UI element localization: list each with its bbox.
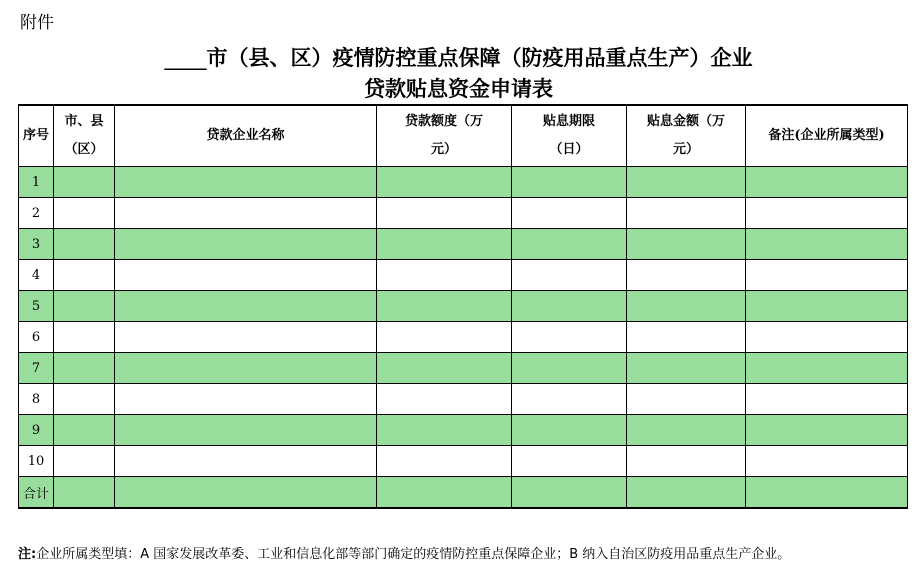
table-row [19,322,908,353]
table-cell [746,353,908,384]
footnote-prefix: 注: [18,547,37,562]
application-table [18,104,908,509]
header-cell-company-name: 贷款企业名称 [115,105,377,167]
table-cell [512,353,627,384]
table-cell [377,260,512,291]
table-row [19,415,908,446]
table-cell [115,322,377,353]
table-cell [377,415,512,446]
table-cell [54,415,115,446]
table-cell [377,477,512,509]
header-cell-county: 市、县 （区） [54,105,115,167]
footnote-text: 企业所属类型填：A 国家发展改革委、工业和信息化部等部门确定的疫情防控重点保障企业；B 纳入自治区防疫用品重点生产企业。 [36,547,791,562]
table-row [19,384,908,415]
table-cell [627,291,746,322]
table-cell [746,477,908,509]
table-cell [54,167,115,198]
table-cell [627,353,746,384]
table-cell [746,167,908,198]
table-cell [512,291,627,322]
table-cell [746,446,908,477]
row-index: 2 [19,198,54,229]
table-cell [377,198,512,229]
table-cell [377,384,512,415]
table-cell [115,446,377,477]
table-cell [115,198,377,229]
table-row [19,291,908,322]
row-index: 合计 [19,477,54,509]
table-cell [54,322,115,353]
form-title-line2: 贷款贴息资金申请表 [364,77,553,101]
table-cell [54,384,115,415]
table-cell [377,291,512,322]
table-cell [377,446,512,477]
row-index: 6 [19,322,54,353]
table-cell [627,260,746,291]
header-row [19,105,908,167]
table-cell [746,260,908,291]
table-cell [746,198,908,229]
table-cell [115,229,377,260]
table-cell [746,229,908,260]
table-cell [54,260,115,291]
row-index: 8 [19,384,54,415]
table-cell [115,260,377,291]
table-cell [512,384,627,415]
table-cell [746,384,908,415]
table-row [19,446,908,477]
row-index: 5 [19,291,54,322]
total-row [19,477,908,509]
row-index: 7 [19,353,54,384]
table-cell [54,353,115,384]
table-cell [115,167,377,198]
table-cell [54,291,115,322]
title-text: 市（县、区）疫情防控重点保障（防疫用品重点生产）企业 [206,46,753,70]
table-cell [627,384,746,415]
table-cell [115,291,377,322]
table-row [19,198,908,229]
form-title-line1 [0,42,917,72]
table-cell [512,229,627,260]
table-cell [377,167,512,198]
header-cell-subsidy-period: 贴息期限 （日） [512,105,627,167]
title-blank: ____ [164,46,207,70]
table-cell [115,384,377,415]
header-cell-subsidy-amount: 贴息金额（万 元） [627,105,746,167]
footnote [18,543,790,562]
table-row [19,353,908,384]
table-row [19,229,908,260]
table-cell [115,353,377,384]
table-row [19,167,908,198]
header-cell-remarks: 备注(企业所属类型) [746,105,908,167]
table-cell [377,229,512,260]
table-cell [746,322,908,353]
table-cell [746,415,908,446]
header-cell-loan-amount: 贷款额度（万 元） [377,105,512,167]
table-cell [512,415,627,446]
table-cell [54,198,115,229]
table-cell [512,198,627,229]
table-cell [512,446,627,477]
table-cell [746,291,908,322]
table-row [19,260,908,291]
header-cell-index: 序号 [19,105,54,167]
table-cell [627,477,746,509]
table-cell [377,322,512,353]
table-cell [115,477,377,509]
table-cell [512,167,627,198]
table-cell [54,477,115,509]
table-cell [512,322,627,353]
table-cell [627,415,746,446]
table-cell [512,477,627,509]
table-cell [377,353,512,384]
row-index: 4 [19,260,54,291]
row-index: 9 [19,415,54,446]
table-cell [512,260,627,291]
table-cell [627,229,746,260]
table-cell [54,229,115,260]
table-cell [627,198,746,229]
table-cell [115,415,377,446]
row-index: 3 [19,229,54,260]
attachment-label: 附件 [20,13,54,33]
row-index: 1 [19,167,54,198]
table-cell [54,446,115,477]
table-cell [627,167,746,198]
table-cell [627,446,746,477]
row-index: 10 [19,446,54,477]
table-cell [627,322,746,353]
